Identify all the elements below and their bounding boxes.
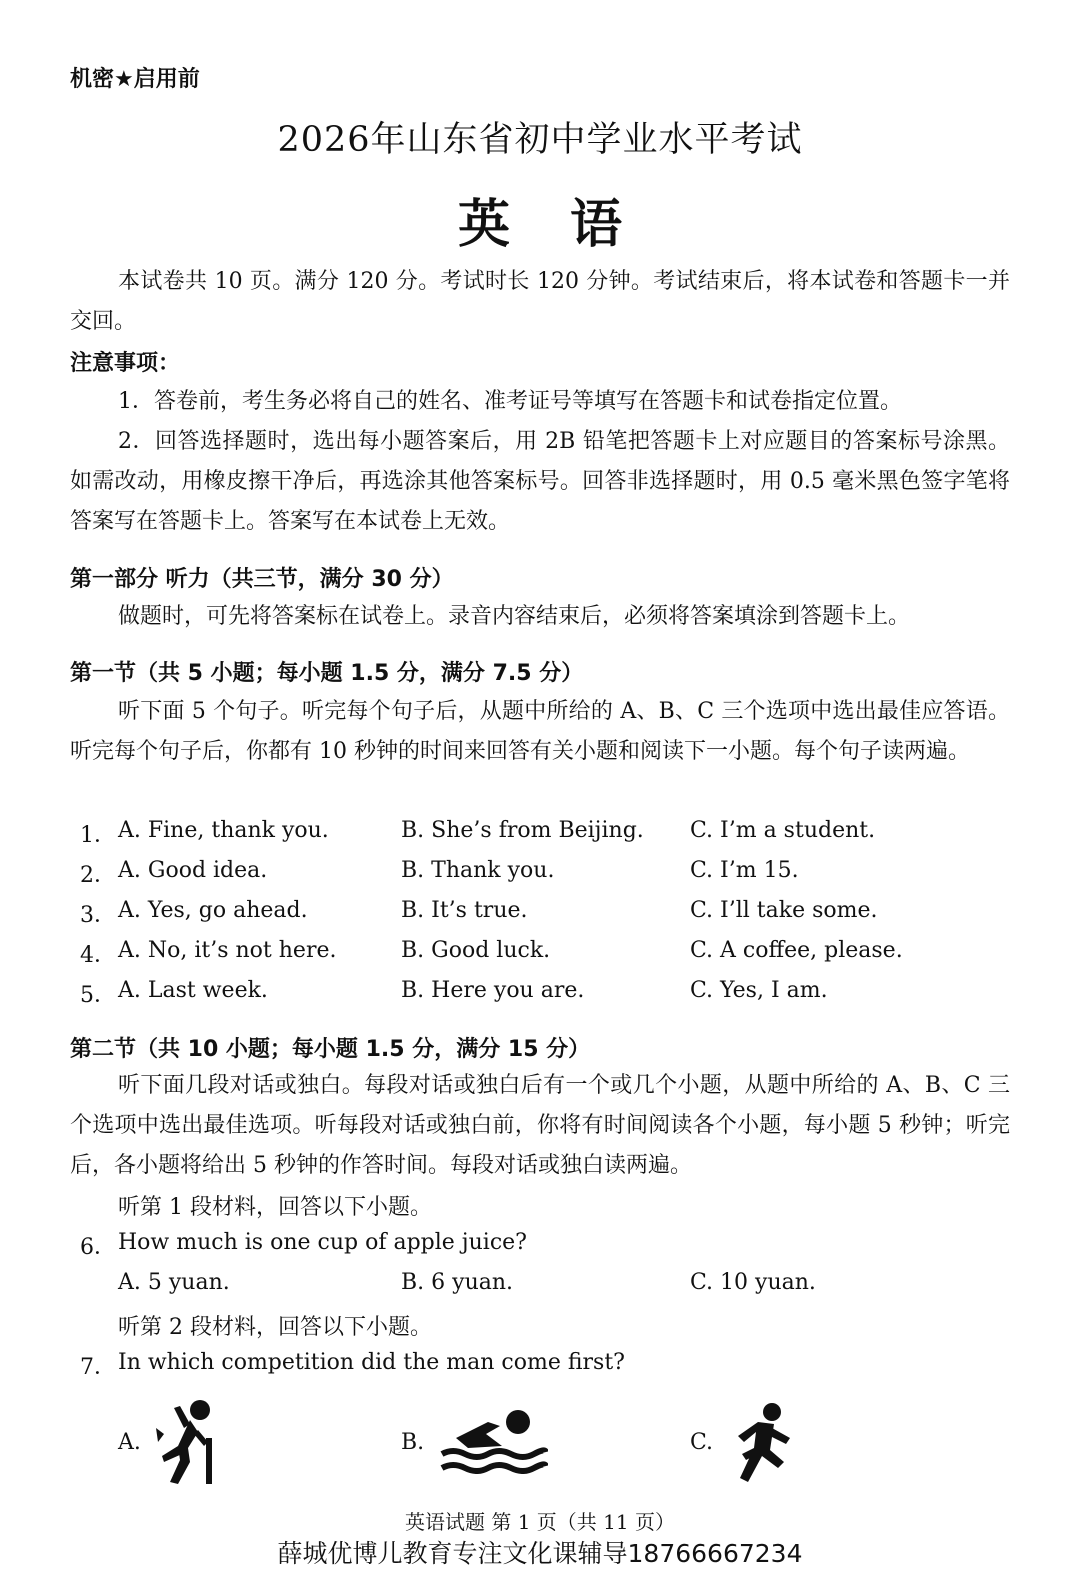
exam-title: 2026年山东省初中学业水平考试 (277, 120, 803, 160)
subject-title: 英语 (457, 194, 682, 255)
part1-heading: 第一部分 听力（共三节，满分 30 分） (70, 567, 454, 592)
option-a: A. (118, 1430, 141, 1455)
option-c: C. I’m a student. (690, 818, 876, 843)
option-b: B. Here you are. (401, 978, 585, 1003)
running-icon (728, 1402, 802, 1486)
section2-instruction: 听下面几段对话或独白。每段对话或独白后有一个或几个小题，从题中所给的 A、B、C 三个选项中选出最佳选项。听每段对话或独白前，你将有时间阅读各个小题，每小题 5 秒钟；听完后，各小题将给出 5 秒钟的作答时间。每段对话或独白读两遍。 (70, 1073, 1010, 1178)
option-b: B. It’s true. (401, 898, 528, 923)
material-2-label: 听第 2 段材料，回答以下小题。 (118, 1315, 432, 1340)
option-a: A. No, it’s not here. (118, 938, 337, 963)
option-a: A. 5 yuan. (118, 1270, 230, 1295)
intro-paragraph: 本试卷共 10 页。满分 120 分。考试时长 120 分钟。考试结束后，将本试卷和答题卡一并交回。 (70, 269, 1010, 334)
note-item-1: 1．答卷前，考生务必将自己的姓名、准考证号等填写在答题卡和试卷指定位置。 (118, 389, 902, 414)
option-a: A. Good idea. (118, 858, 268, 883)
section1-heading: 第一节（共 5 小题；每小题 1.5 分，满分 7.5 分） (70, 661, 584, 686)
question-number: 7． (80, 1355, 116, 1380)
section1-instruction: 听下面 5 个句子。听完每个句子后，从题中所给的 A、B、C 三个选项中选出最佳应答语。听完每个句子后，你都有 10 秒钟的时间来回答有关小题和阅读下一小题。每个句子读两遍。 (70, 699, 1010, 764)
option-b: B. She’s from Beijing. (401, 818, 644, 843)
option-a: A. Fine, thank you. (118, 818, 329, 843)
option-c: C. A coffee, please. (690, 938, 903, 963)
note-item-2: 2．回答选择题时，选出每小题答案后，用 2B 铅笔把答题卡上对应题目的答案标号涂黑。如需改动，用橡皮擦干净后，再选涂其他答案标号。回答非选择题时，用 0.5 毫米黑色签字笔将答案写在答题卡上。答案写在本试卷上无效。 (70, 429, 1010, 534)
page-footer: 英语试题 第 1 页（共 11 页） (405, 1510, 675, 1534)
question-number: 4． (80, 943, 116, 968)
question-number: 1． (80, 823, 116, 848)
question-number: 6． (80, 1235, 116, 1260)
climbing-icon (150, 1398, 220, 1486)
part1-instruction: 做题时，可先将答案标在试卷上。录音内容结束后，必须将答案填涂到答题卡上。 (118, 604, 911, 629)
watermark-ad: 薛城优博儿教育专注文化课辅导18766667234 (277, 1539, 803, 1568)
option-b: B. Good luck. (401, 938, 551, 963)
question-number: 2． (80, 863, 116, 888)
option-c: C. Yes, I am. (690, 978, 828, 1003)
confidential-label: 机密★启用前 (70, 67, 200, 92)
option-b: B. (401, 1430, 425, 1455)
option-c: C. I’m 15. (690, 858, 799, 883)
option-c: C. 10 yuan. (690, 1270, 816, 1295)
option-b: B. Thank you. (401, 858, 555, 883)
swimming-icon (438, 1408, 548, 1474)
option-c: C. I’ll take some. (690, 898, 878, 923)
question-6-text: How much is one cup of apple juice? (118, 1230, 527, 1255)
question-7-text: In which competition did the man come first? (118, 1350, 625, 1375)
material-1-label: 听第 1 段材料，回答以下小题。 (118, 1195, 432, 1220)
section2-heading: 第二节（共 10 小题；每小题 1.5 分，满分 15 分） (70, 1037, 591, 1062)
option-c: C. (690, 1430, 714, 1455)
option-a: A. Last week. (118, 978, 268, 1003)
question-number: 5． (80, 983, 116, 1008)
option-b: B. 6 yuan. (401, 1270, 514, 1295)
question-number: 3． (80, 903, 116, 928)
notes-heading: 注意事项： (70, 351, 181, 376)
option-a: A. Yes, go ahead. (118, 898, 308, 923)
